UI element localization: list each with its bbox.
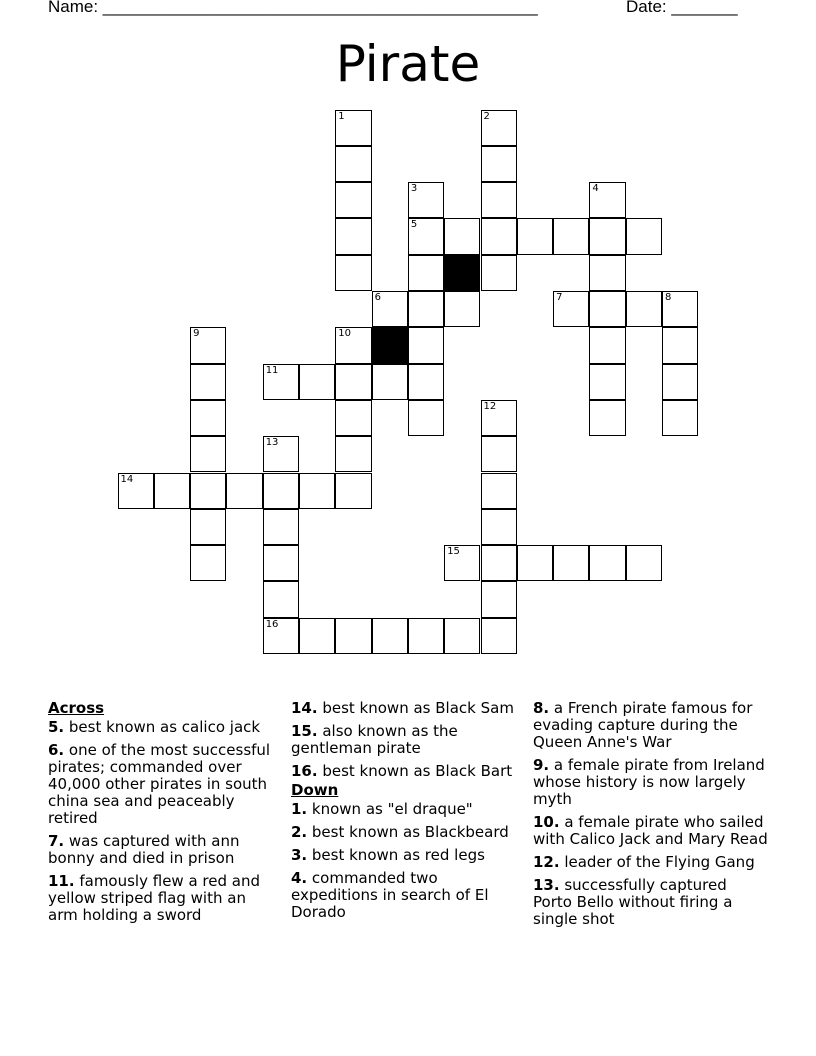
grid-cell[interactable]	[408, 255, 444, 291]
clue-number: 10	[338, 328, 352, 340]
grid-cell[interactable]	[335, 218, 371, 254]
across-heading: Across	[48, 699, 105, 717]
grid-cell[interactable]	[481, 509, 517, 545]
clue-number: 2	[483, 110, 490, 122]
grid-cell[interactable]	[335, 182, 371, 218]
grid-cell[interactable]	[335, 400, 371, 436]
clue-across-7: 7. was captured with ann bonny and died in prison	[48, 832, 240, 867]
grid-cell[interactable]	[263, 473, 299, 509]
grid-cell[interactable]	[662, 364, 698, 400]
grid-cell[interactable]	[517, 545, 553, 581]
grid-cell[interactable]	[335, 146, 371, 182]
clue-across-5: 5. best known as calico jack	[48, 718, 261, 736]
grid-cell[interactable]	[263, 436, 299, 472]
grid-cell[interactable]	[263, 545, 299, 581]
grid-cell[interactable]	[444, 218, 480, 254]
grid-cell[interactable]	[481, 146, 517, 182]
grid-cell[interactable]	[226, 473, 262, 509]
grid-cell[interactable]	[408, 364, 444, 400]
grid-cell[interactable]	[444, 545, 480, 581]
clue-number: 7	[556, 292, 563, 303]
clue-across-11: 11. famously flew a red and yellow striped flag with an arm holding a sword	[48, 872, 260, 924]
grid-cell[interactable]	[154, 473, 190, 509]
grid-cell[interactable]	[408, 182, 444, 218]
grid-block-cell	[444, 255, 480, 291]
grid-cell[interactable]	[589, 545, 625, 581]
grid-cell[interactable]	[335, 473, 371, 509]
grid-cell[interactable]	[662, 327, 698, 363]
grid-cell[interactable]	[372, 618, 408, 654]
grid-cell[interactable]	[408, 291, 444, 327]
grid-cell[interactable]	[299, 364, 335, 400]
clue-down-4: 4. commanded two expeditions in search of El Dorado	[291, 869, 489, 921]
clue-down-8: 8. a French pirate famous for evading capture during the Queen Anne's War	[533, 699, 753, 751]
clue-across-15: 15. also known as the gentleman pirate	[291, 722, 458, 757]
clue-number: 3	[410, 183, 418, 195]
grid-cell[interactable]	[190, 436, 226, 472]
clue-number: 14	[120, 473, 134, 485]
grid-cell[interactable]	[481, 436, 517, 472]
grid-cell[interactable]	[517, 218, 553, 254]
grid-cell[interactable]	[263, 509, 299, 545]
grid-cell[interactable]	[589, 327, 625, 363]
grid-cell[interactable]	[553, 291, 589, 327]
grid-cell[interactable]	[190, 327, 226, 363]
grid-cell[interactable]	[481, 473, 517, 509]
grid-cell[interactable]	[118, 473, 154, 509]
clue-number: 11	[265, 364, 279, 376]
grid-cell[interactable]	[481, 400, 517, 436]
grid-cell[interactable]	[335, 364, 371, 400]
grid-cell[interactable]	[553, 545, 589, 581]
clue-number: 13	[265, 437, 279, 449]
puzzle-title: Pirate	[335, 35, 481, 93]
grid-cell[interactable]	[408, 327, 444, 363]
clue-down-13: 13. successfully captured Porto Bello without firing a single shot	[533, 876, 733, 928]
grid-cell[interactable]	[190, 400, 226, 436]
clue-across-6: 6. one of the most successful pirates; commanded over 40,000 other pirates in south china sea and peaceably retired	[48, 741, 271, 827]
clue-number: 9	[193, 328, 200, 340]
grid-cell[interactable]	[190, 364, 226, 400]
grid-cell[interactable]	[408, 400, 444, 436]
grid-cell[interactable]	[263, 581, 299, 617]
clue-number: 6	[374, 292, 381, 303]
clue-down-3: 3. best known as red legs	[291, 846, 485, 864]
grid-cell[interactable]	[190, 509, 226, 545]
grid-cell[interactable]	[481, 618, 517, 654]
grid-cell[interactable]	[408, 618, 444, 654]
clue-number: 12	[483, 400, 497, 412]
grid-cell[interactable]	[589, 182, 625, 218]
grid-cell[interactable]	[372, 291, 408, 327]
clue-down-12: 12. leader of the Flying Gang	[533, 853, 755, 871]
grid-cell[interactable]	[335, 618, 371, 654]
clue-number: 5	[410, 219, 418, 231]
clues-column-3	[533, 700, 769, 934]
clue-number: 1	[338, 110, 345, 122]
grid-cell[interactable]	[481, 255, 517, 291]
grid-cell[interactable]	[481, 182, 517, 218]
name-field-label: Name: ______________________________________________	[48, 0, 538, 16]
grid-cell[interactable]	[335, 327, 371, 363]
grid-cell[interactable]	[190, 473, 226, 509]
grid-cell[interactable]	[408, 218, 444, 254]
grid-cell[interactable]	[335, 255, 371, 291]
grid-cell[interactable]	[662, 291, 698, 327]
grid-cell[interactable]	[444, 291, 480, 327]
clue-number: 15	[447, 546, 460, 558]
down-heading: Down	[291, 781, 339, 799]
clues-column-1	[48, 700, 274, 930]
grid-cell[interactable]	[299, 618, 335, 654]
grid-cell[interactable]	[335, 110, 371, 146]
clue-across-16: 16. best known as Black Bart	[291, 762, 513, 780]
grid-cell[interactable]	[299, 473, 335, 509]
grid-cell[interactable]	[626, 218, 662, 254]
grid-cell[interactable]	[263, 618, 299, 654]
grid-cell[interactable]	[190, 545, 226, 581]
grid-cell[interactable]	[263, 364, 299, 400]
grid-cell[interactable]	[481, 545, 517, 581]
grid-cell[interactable]	[589, 400, 625, 436]
grid-cell[interactable]	[662, 400, 698, 436]
grid-cell[interactable]	[589, 218, 625, 254]
clue-down-9: 9. a female pirate from Ireland whose history is now largely myth	[533, 756, 765, 808]
grid-cell[interactable]	[553, 218, 589, 254]
grid-cell[interactable]	[626, 291, 662, 327]
grid-cell[interactable]	[626, 545, 662, 581]
clue-number: 16	[265, 618, 279, 630]
grid-cell[interactable]	[444, 618, 480, 654]
clue-number: 8	[665, 292, 672, 303]
grid-cell[interactable]	[335, 436, 371, 472]
grid-cell[interactable]	[589, 255, 625, 291]
grid-cell[interactable]	[481, 218, 517, 254]
clue-down-10: 10. a female pirate who sailed with Calico Jack and Mary Read	[533, 813, 768, 848]
clues-column-2	[291, 700, 523, 927]
clue-across-14: 14. best known as Black Sam	[291, 699, 514, 717]
grid-cell[interactable]	[372, 364, 408, 400]
date-field-label: Date: _______	[626, 0, 738, 16]
grid-cell[interactable]	[589, 364, 625, 400]
clue-down-1: 1. known as "el draque"	[291, 800, 473, 818]
grid-cell[interactable]	[481, 110, 517, 146]
grid-cell[interactable]	[481, 581, 517, 617]
clue-down-2: 2. best known as Blackbeard	[291, 823, 509, 841]
grid-block-cell	[372, 327, 408, 363]
clue-number: 4	[592, 183, 599, 195]
grid-cell[interactable]	[589, 291, 625, 327]
